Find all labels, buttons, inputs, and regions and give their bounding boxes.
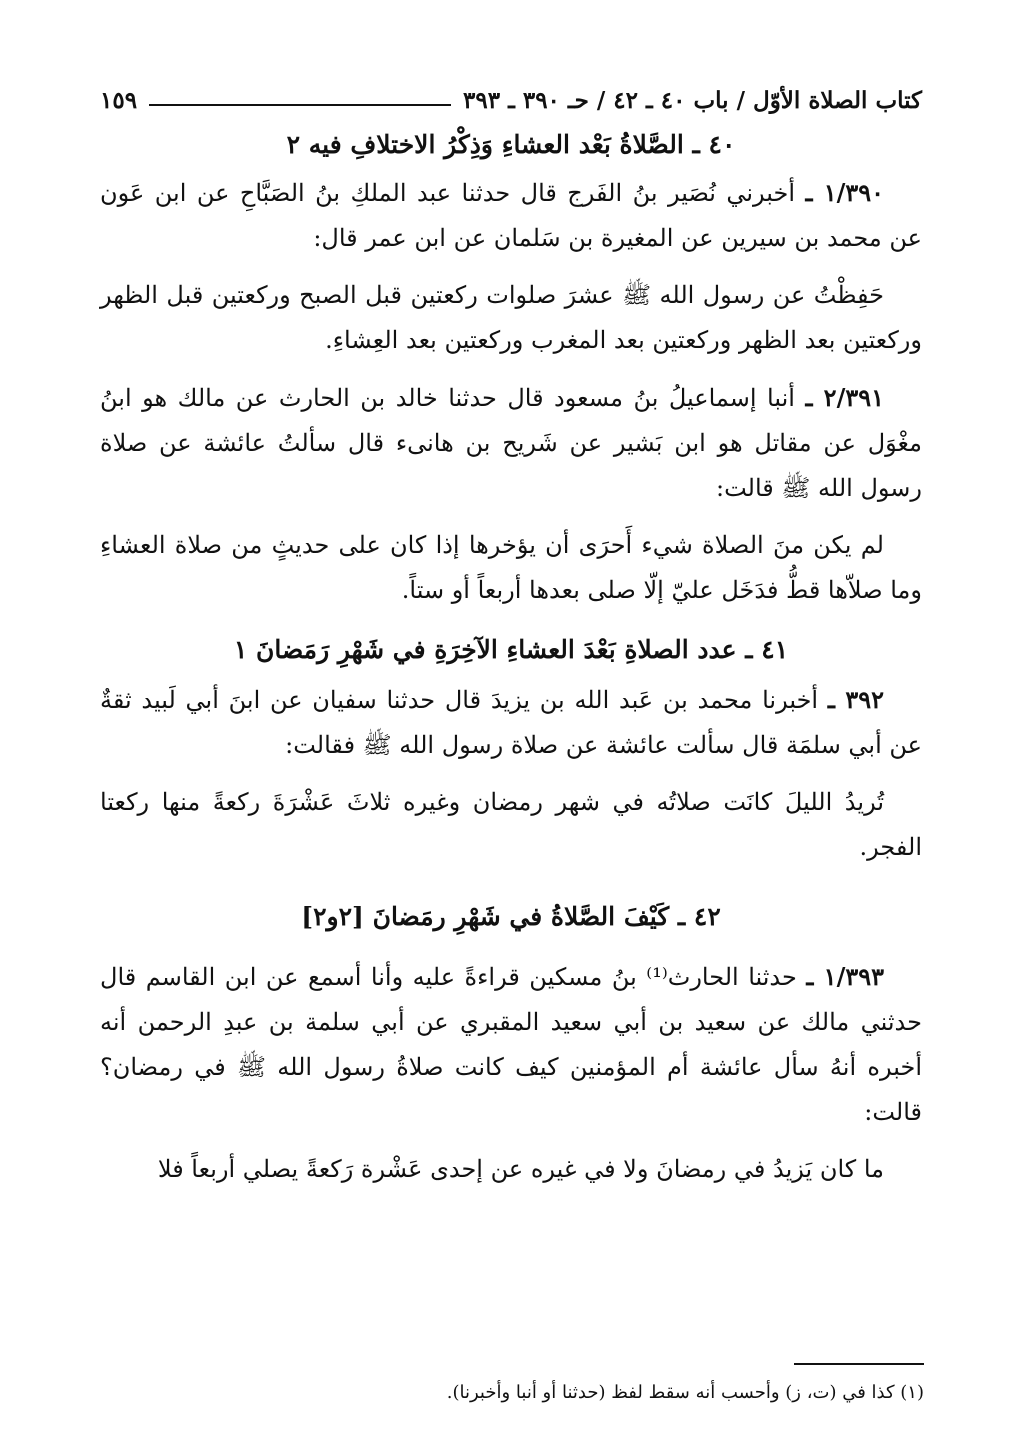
hadith-390-isnad: [100, 170, 922, 261]
hadith-391-isnad: [100, 375, 922, 511]
isnad-text: أخبرني نُصَير بنُ الفَرج قال حدثنا عبد الملكِ بنُ الصَبَّاحِ عن ابن عَون عن محمد بن سيرين عن المغيرة بن سَلمان عن ابن عمر قال:: [100, 179, 922, 252]
isnad-text: أنبا إسماعيلُ بنُ مسعود قال حدثنا خالد بن الحارث عن مالك هو ابنُ مغْوَل عن مقاتل هو ابن بَشير عن شَريح بن هانىء قال سألتُ عائشة عن صلاة رسول الله ﷺ قالت:: [100, 384, 922, 502]
header-rule: [149, 104, 451, 106]
page-body: [100, 78, 922, 1192]
hadith-393-matn: ما كان يَزيدُ في رمضانَ ولا في غيره عن إحدى عَشْرة رَكعةً يصلي أربعاً فلا: [157, 1155, 884, 1183]
hadith-393-isnad: [100, 954, 922, 1135]
section-heading-40: ٤٠ ـ الصَّلاةُ بَعْد العشاءِ وَذِكْرُ الاختلافِ فيه ٢: [286, 130, 736, 159]
hadith-391-matn: لم يكن منَ الصلاة شيء أَحرَى أن يؤخرها إذا كان على حديثٍ من صلاة العشاءِ وما صلاّها قطُّ فدَخَل عليّ إلّا صلى بعدها أربعاً أو ستاً.: [100, 531, 922, 604]
hadith-number: ١/٣٩٣ ـ: [806, 962, 884, 991]
hadith-number: ٣٩٢ ـ: [827, 685, 884, 714]
section-heading-42: ٤٢ ـ كَيْفَ الصَّلاةُ في شَهْرِ رمَضانَ [٢و٢]: [301, 902, 721, 931]
footnote-rule: [794, 1363, 924, 1365]
running-title: كتاب الصلاة الأوّل / باب ٤٠ ـ ٤٢ / حـ ٣٩٠ ـ ٣٩٣: [463, 87, 922, 114]
isnad-text: أخبرنا محمد بن عَبد الله بن يزيدَ قال حدثنا سفيان عن ابنَ أبي لَبيد ثقةٌ عن أبي سلمَة قال سألت عائشة عن صلاة رسول الله ﷺ فقالت:: [100, 686, 922, 759]
isnad-text: حدثنا الحارث⁽¹⁾ بنُ مسكين قراءةً عليه وأنا أسمع عن ابن القاسم قال حدثني مالك عن سعيد بن أبي سعيد المقبري عن أبي سلمة بن عبدِ الرحمن أنه أخبره أنهُ سأل عائشة أم المؤمنين كيف كانت صلاةُ رسول الله ﷺ في رمضان؟ قالت:: [100, 963, 922, 1126]
running-header: [100, 78, 922, 114]
hadith-392-isnad: [100, 677, 922, 768]
hadith-number: ٢/٣٩١ ـ: [805, 383, 884, 412]
footnote: (١) كذا في (ت، ز) وأحسب أنه سقط لفظ (حدثنا أو أنبا وأخبرنا).: [446, 1382, 924, 1403]
hadith-392-matn: تُريدُ الليلَ كانَت صلاتُه في شهر رمضان وغيره ثلاثَ عَشْرَةَ ركعةً منها ركعتا الفجر.: [100, 788, 922, 861]
section-heading-41: ٤١ ـ عدد الصلاةِ بَعْدَ العشاءِ الآخِرَةِ في شَهْرِ رَمَضانَ ١: [233, 635, 789, 664]
hadith-390-matn: حَفِظْتُ عن رسول الله ﷺ عشرَ صلوات ركعتين قبل الصبح وركعتين قبل الظهر وركعتين بعد الظهر وركعتين بعد المغرب وركعتين بعد العِشاءِ.: [100, 281, 922, 354]
page-number: ١٥٩: [100, 87, 138, 114]
hadith-number: ١/٣٩٠ ـ: [805, 178, 885, 207]
